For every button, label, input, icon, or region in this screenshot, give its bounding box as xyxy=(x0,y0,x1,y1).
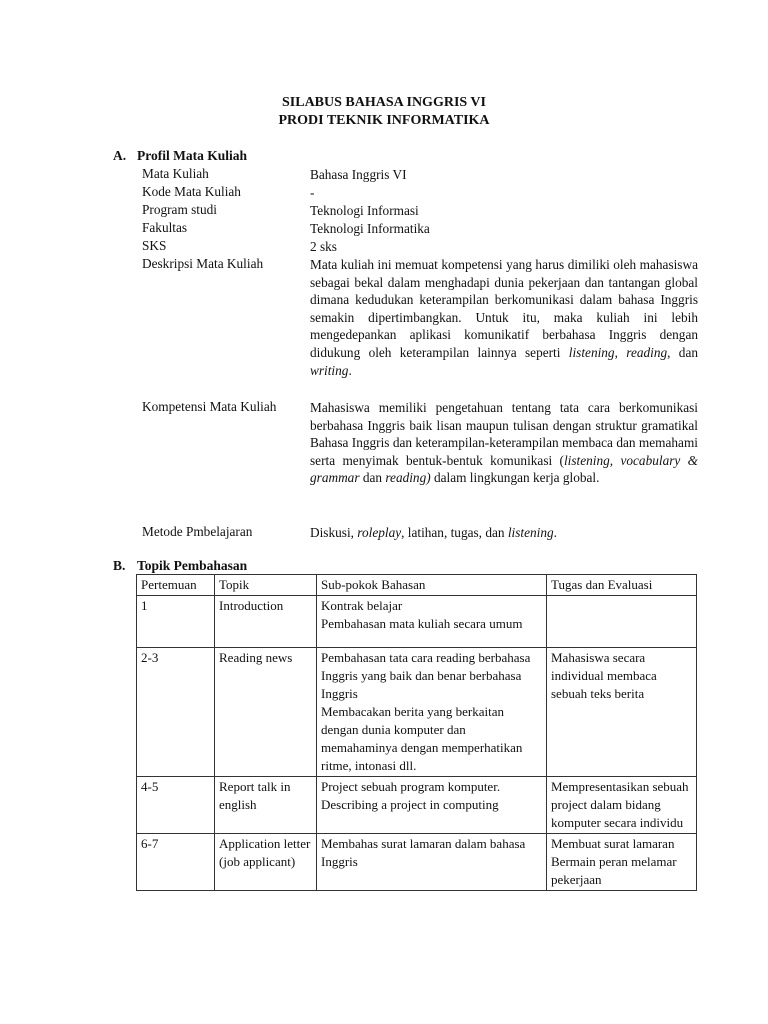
cell-sub: Project sebuah program komputer. Describing a project in computing xyxy=(317,777,547,834)
profile-value: - xyxy=(310,185,315,200)
cell-sub: Membahas surat lamaran dalam bahasa Inggris xyxy=(317,834,547,891)
cell-pertemuan: 1 xyxy=(137,596,215,648)
profile-label: Program studi xyxy=(142,202,217,217)
metode-text: Diskusi, roleplay, latihan, tugas, dan listening. xyxy=(310,525,557,540)
profile-label: Deskripsi Mata Kuliah xyxy=(142,256,264,271)
cell-pertemuan: 6-7 xyxy=(137,834,215,891)
document-subtitle: PRODI TEKNIK INFORMATIKA xyxy=(278,113,490,128)
cell-sub: Pembahasan tata cara reading berbahasa Inggris yang baik dan benar berbahasa Inggris Membacakan berita yang berkaitan dengan dunia komputer dan memahaminya dengan memperhatikan ritme, intonasi dll. xyxy=(317,648,547,777)
cell-tugas xyxy=(547,596,697,648)
topic-table xyxy=(136,574,697,891)
cell-topik: Reading news xyxy=(215,648,317,777)
profile-label: Metode Pmbelajaran xyxy=(142,524,253,539)
table-row xyxy=(137,596,697,648)
cell-pertemuan: 2-3 xyxy=(137,648,215,777)
cell-topik: Report talk in english xyxy=(215,777,317,834)
section-b-letter: B. xyxy=(113,558,126,573)
skill-listening: listening xyxy=(568,344,615,360)
document-title: SILABUS BAHASA INGGRIS VI xyxy=(282,95,486,110)
header-topik: Topik xyxy=(215,575,317,596)
deskripsi-text: Mata kuliah ini memuat kompetensi yang harus dimiliki oleh mahasiswa sebagai bekal dalam menghadapi dunia pekerjaan dan tantangan global dimana kedudukan keterampilan berkomunikasi dalam bahasa Inggris semakin dipertimbangkan. Untuk itu, maka kuliah ini lebih mengedepankan aplikasi komunikatif berbahasa Inggris dengan didukung oleh keterampilan lainnya seperti listening, reading, dan writing. xyxy=(310,257,698,378)
profile-value: Teknologi Informatika xyxy=(310,221,430,236)
section-b-heading xyxy=(113,558,247,574)
table-row xyxy=(137,777,697,834)
profile-label: Fakultas xyxy=(142,220,188,235)
profile-value: 2 sks xyxy=(310,239,337,254)
profile-label: Kompetensi Mata Kuliah xyxy=(142,399,277,414)
section-a-heading xyxy=(113,148,247,164)
profile-value: Teknologi Informasi xyxy=(310,203,419,218)
header-pertemuan: Pertemuan xyxy=(137,575,215,596)
table-row xyxy=(137,834,697,891)
kompetensi-text: Mahasiswa memiliki pengetahuan tentang tata cara berkomunikasi berbahasa Inggris baik lisan maupun tulisan dengan struktur gramatikal Bahasa Inggris dan keterampilan-keterampilan membaca dan memahami serta menyimak bentuk-bentuk komunikasi (listening, vocabulary & grammar dan reading) dalam lingkungan kerja global. xyxy=(310,400,698,486)
profile-label: Kode Mata Kuliah xyxy=(142,184,241,199)
cell-topik: Application letter (job applicant) xyxy=(215,834,317,891)
section-a-letter: A. xyxy=(113,148,127,163)
profile-label: Mata Kuliah xyxy=(142,166,209,181)
cell-sub: Kontrak belajar Pembahasan mata kuliah secara umum xyxy=(317,596,547,648)
cell-tugas: Mempresentasikan sebuah project dalam bidang komputer secara individu xyxy=(547,777,697,834)
profile-value: Bahasa Inggris VI xyxy=(310,167,407,182)
table-row xyxy=(137,648,697,777)
skill-writing: writing xyxy=(310,362,349,378)
skill-reading: reading xyxy=(626,344,668,360)
table-header-row xyxy=(137,575,697,596)
cell-tugas: Mahasiswa secara individual membaca sebuah teks berita xyxy=(547,648,697,777)
section-b-title: Topik Pembahasan xyxy=(137,558,248,573)
header-tugas: Tugas dan Evaluasi xyxy=(547,575,697,596)
cell-pertemuan: 4-5 xyxy=(137,777,215,834)
section-a-title: Profil Mata Kuliah xyxy=(137,148,247,163)
cell-topik: Introduction xyxy=(215,596,317,648)
header-sub-pokok: Sub-pokok Bahasan xyxy=(317,575,547,596)
cell-tugas: Membuat surat lamaran Bermain peran melamar pekerjaan xyxy=(547,834,697,891)
profile-label: SKS xyxy=(142,238,167,253)
